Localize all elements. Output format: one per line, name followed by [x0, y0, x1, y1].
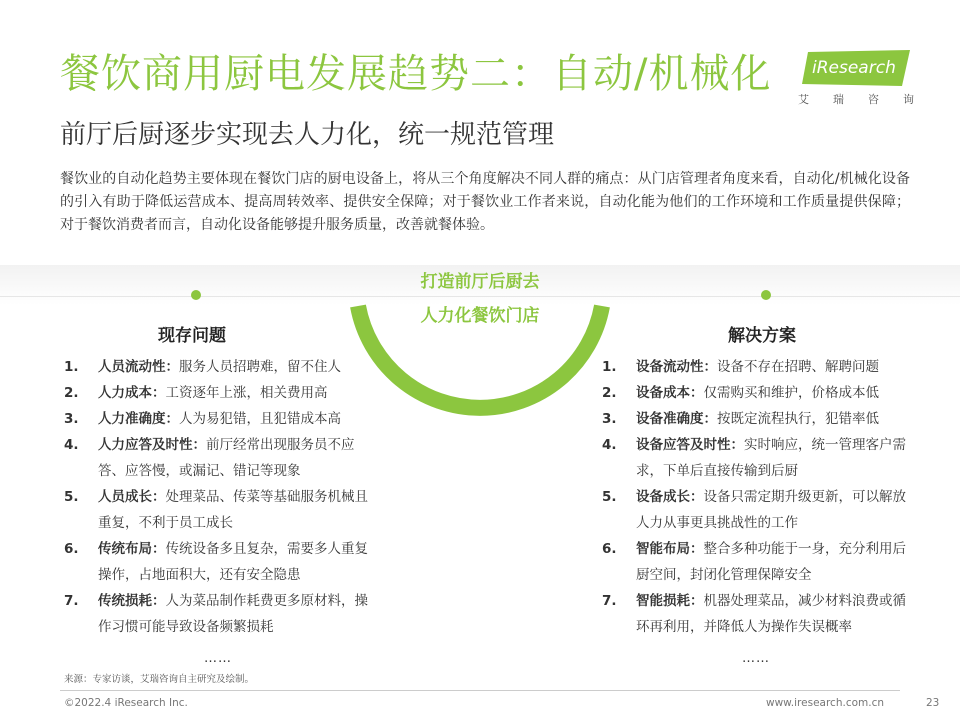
item-text: 设备只需定期升级更新，可以解放人力从事更具挑战性的工作 [636, 489, 906, 531]
item-key: 人力成本： [98, 385, 166, 401]
list-item [64, 380, 376, 406]
item-text: 传统设备多且复杂，需要多人重复操作，占地面积大，还有安全隐患 [98, 541, 368, 583]
problems-title: 现存问题 [158, 326, 226, 346]
item-number: 7. [64, 593, 79, 609]
page-title: 餐饮商用厨电发展趋势二：自动/机械化 [60, 51, 772, 97]
item-number: 6. [64, 541, 79, 557]
list-item [602, 406, 908, 432]
item-number: 7. [602, 593, 617, 609]
item-text: 整合多种功能于一身，充分利用后厨空间，封闭化管理保障安全 [636, 541, 906, 583]
problems-list [64, 354, 376, 640]
item-key: 设备准确度： [636, 411, 717, 427]
logo-sub-char: 艾 [798, 93, 809, 106]
item-number: 5. [64, 489, 79, 505]
logo-name: iResearch [812, 58, 896, 78]
item-text: 服务人员招聘难，留不住人 [179, 359, 341, 375]
list-item [64, 536, 376, 588]
item-number: 4. [64, 437, 79, 453]
solutions-title: 解决方案 [728, 326, 796, 346]
item-key: 智能布局： [636, 541, 704, 557]
item-text: 按既定流程执行，犯错率低 [717, 411, 879, 427]
item-number: 4. [602, 437, 617, 453]
item-number: 2. [602, 385, 617, 401]
item-text: 处理菜品、传菜等基础服务机械且重复，不利于员工成长 [98, 489, 368, 531]
center-label-line2: 人力化餐饮门店 [420, 306, 540, 326]
center-arc-icon [340, 196, 620, 476]
item-key: 智能损耗： [636, 593, 704, 609]
item-number: 6. [602, 541, 617, 557]
footer-copyright: ©2022.4 iResearch Inc. [64, 697, 188, 709]
source-note: 来源：专家访谈，艾瑞咨询自主研究及绘制。 [64, 674, 255, 685]
item-text: 机器处理菜品，减少材料浪费或循环再利用，并降低人为操作失误概率 [636, 593, 906, 635]
item-text: 工资逐年上涨，相关费用高 [165, 385, 328, 401]
item-text: 设备不存在招聘、解聘问题 [717, 359, 879, 375]
item-number: 3. [602, 411, 617, 427]
list-item [602, 484, 908, 536]
list-item [602, 536, 908, 588]
iresearch-logo [796, 50, 916, 106]
list-item [602, 432, 908, 484]
footer-divider [60, 690, 900, 691]
item-number: 3. [64, 411, 79, 427]
item-number: 5. [602, 489, 617, 505]
list-item [602, 380, 908, 406]
list-item [64, 484, 376, 536]
logo-sub-char: 询 [903, 93, 914, 106]
item-key: 传统损耗： [98, 593, 166, 609]
right-bullet-dot [761, 290, 771, 300]
logo-subtitle [798, 91, 914, 107]
item-key: 设备成本： [636, 385, 704, 401]
list-item [602, 588, 908, 640]
logo-sub-char: 瑞 [833, 93, 844, 106]
intro-paragraph: 餐饮业的自动化趋势主要体现在餐饮门店的厨电设备上，将从三个角度解决不同人群的痛点：从门店管理者角度来看，自动化/机械化设备的引入有助于降低运营成本、提高周转效率、提供安全保障；对于餐饮业工作者来说，自动化能为他们的工作环境和工作质量提供保障；对于餐饮消费者而言，自动化设备能够提升服务质量，改善就餐体验。 [60, 171, 910, 233]
logo-sub-char: 咨 [868, 93, 879, 106]
item-text: 人为易犯错，且犯错成本高 [179, 411, 341, 427]
list-item [64, 406, 376, 432]
solutions-ellipsis: …… [742, 651, 770, 666]
item-key: 设备成长： [636, 489, 704, 505]
item-number: 1. [64, 359, 79, 375]
item-text: 实时响应，统一管理客户需求，下单后直接传输到后厨 [636, 437, 906, 479]
item-text: 仅需购买和维护，价格成本低 [703, 385, 879, 401]
item-key: 人员成长： [98, 489, 166, 505]
item-text: 人为菜品制作耗费更多原材料，操作习惯可能导致设备频繁损耗 [98, 593, 368, 635]
solutions-list [602, 354, 908, 640]
problems-ellipsis: …… [204, 651, 232, 666]
list-item [64, 588, 376, 640]
list-item [602, 354, 908, 380]
item-key: 设备流动性： [636, 359, 717, 375]
center-label-line1: 打造前厅后厨去 [420, 272, 540, 292]
footer-url[interactable]: www.iresearch.com.cn [766, 697, 885, 709]
item-key: 人力准确度： [98, 411, 179, 427]
list-item [64, 432, 376, 484]
item-key: 人员流动性： [98, 359, 179, 375]
item-text: 前厅经常出现服务员不应答、应答慢，或漏记、错记等现象 [98, 437, 355, 479]
item-number: 2. [64, 385, 79, 401]
left-bullet-dot [191, 290, 201, 300]
item-number: 1. [602, 359, 617, 375]
page-number: 23 [926, 697, 940, 709]
item-key: 传统布局： [98, 541, 166, 557]
list-item [64, 354, 376, 380]
item-key: 设备应答及时性： [636, 437, 744, 453]
page-subtitle: 前厅后厨逐步实现去人力化，统一规范管理 [60, 120, 555, 150]
item-key: 人力应答及时性： [98, 437, 206, 453]
